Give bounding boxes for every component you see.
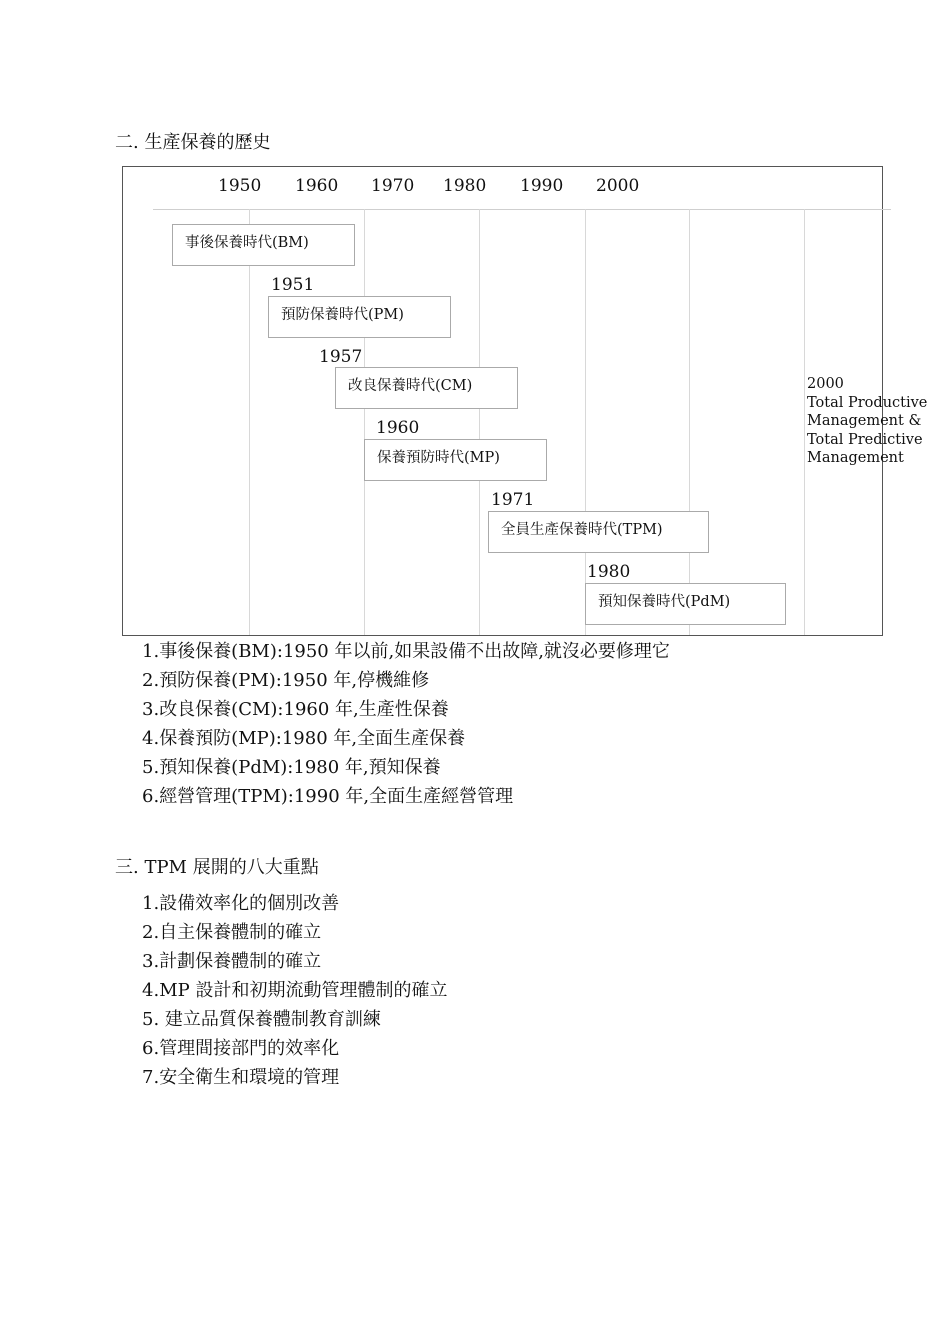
era-start-year: 1957 — [319, 347, 363, 367]
list-number: 2. — [142, 670, 160, 691]
era-start-year: 1971 — [491, 490, 535, 510]
note-year: 2000 — [807, 376, 844, 392]
list-item — [142, 1065, 447, 1094]
list-item — [142, 920, 447, 949]
section-2-heading: 二. 生產保養的歷史 — [115, 132, 271, 153]
timeline-year-label: 2000 — [596, 176, 640, 196]
timeline-year-label: 1980 — [443, 176, 487, 196]
list-text: 改良保養(CM):1960 年,生產性保養 — [159, 699, 449, 720]
era-box-cm: 改良保養時代(CM) — [335, 367, 518, 409]
era-start-year: 1960 — [376, 418, 420, 438]
maintenance-history-timeline — [122, 166, 928, 636]
list-number: 5. — [142, 757, 160, 778]
list-number: 5. — [142, 1009, 160, 1030]
tpm-key-points-list — [142, 891, 447, 1094]
list-item — [142, 726, 670, 755]
note-line: Management — [807, 450, 904, 466]
list-item — [142, 891, 447, 920]
grid-line — [364, 209, 365, 635]
list-text: 經營管理(TPM):1990 年,全面生產經營管理 — [159, 786, 514, 807]
list-number: 3. — [142, 699, 160, 720]
grid-line — [479, 209, 480, 635]
timeline-year-label: 1990 — [520, 176, 564, 196]
grid-line — [804, 209, 805, 635]
grid-line — [585, 209, 586, 635]
list-item — [142, 1007, 447, 1036]
era-box-bm: 事後保養時代(BM) — [172, 224, 355, 266]
list-item — [142, 784, 670, 813]
era-box-mp: 保養預防時代(MP) — [364, 439, 547, 481]
timeline-axis-line — [153, 209, 891, 210]
era-box-pdm: 預知保養時代(PdM) — [585, 583, 786, 625]
list-text: 自主保養體制的確立 — [159, 922, 322, 943]
list-number: 6. — [142, 786, 160, 807]
list-text: 建立品質保養體制教育訓練 — [159, 1009, 381, 1030]
list-number: 2. — [142, 922, 160, 943]
note-line: Total Productive — [807, 394, 928, 411]
list-text: 事後保養(BM):1950 年以前,如果設備不出故障,就沒必要修理它 — [159, 641, 670, 662]
list-item — [142, 697, 670, 726]
maintenance-era-list — [142, 639, 670, 813]
list-number: 1. — [142, 893, 160, 914]
list-text: 管理間接部門的效率化 — [159, 1038, 340, 1059]
list-number: 6. — [142, 1038, 160, 1059]
grid-line — [249, 209, 250, 635]
era-box-tpm: 全員生產保養時代(TPM) — [488, 511, 709, 553]
list-text: 預防保養(PM):1950 年,停機維修 — [159, 670, 430, 691]
grid-line — [689, 209, 690, 635]
era-box-pm: 預防保養時代(PM) — [268, 296, 451, 338]
list-item — [142, 978, 447, 1007]
era-start-year: 1980 — [587, 562, 631, 582]
note-line: Total Predictive — [807, 431, 923, 448]
list-text: 計劃保養體制的確立 — [159, 951, 322, 972]
era-start-year: 1951 — [271, 275, 315, 295]
list-item — [142, 949, 447, 978]
timeline-year-label: 1960 — [295, 176, 339, 196]
list-number: 3. — [142, 951, 160, 972]
list-number: 4. — [142, 980, 160, 1001]
list-number: 1. — [142, 641, 160, 662]
list-text: 保養預防(MP):1980 年,全面生產保養 — [159, 728, 466, 749]
list-text: 安全衛生和環境的管理 — [159, 1067, 340, 1088]
section-3-heading: 三. TPM 展開的八大重點 — [115, 857, 319, 878]
list-text: 預知保養(PdM):1980 年,預知保養 — [159, 757, 441, 778]
year-2000-note — [807, 375, 927, 468]
note-line: Management & — [807, 413, 922, 429]
timeline-year-label: 1970 — [371, 176, 415, 196]
list-text: MP 設計和初期流動管理體制的確立 — [159, 980, 448, 1001]
list-item — [142, 1036, 447, 1065]
list-item — [142, 668, 670, 697]
list-text: 設備效率化的個別改善 — [159, 893, 340, 914]
list-item — [142, 755, 670, 784]
list-number: 4. — [142, 728, 160, 749]
list-number: 7. — [142, 1067, 160, 1088]
timeline-year-label: 1950 — [218, 176, 262, 196]
list-item — [142, 639, 670, 668]
